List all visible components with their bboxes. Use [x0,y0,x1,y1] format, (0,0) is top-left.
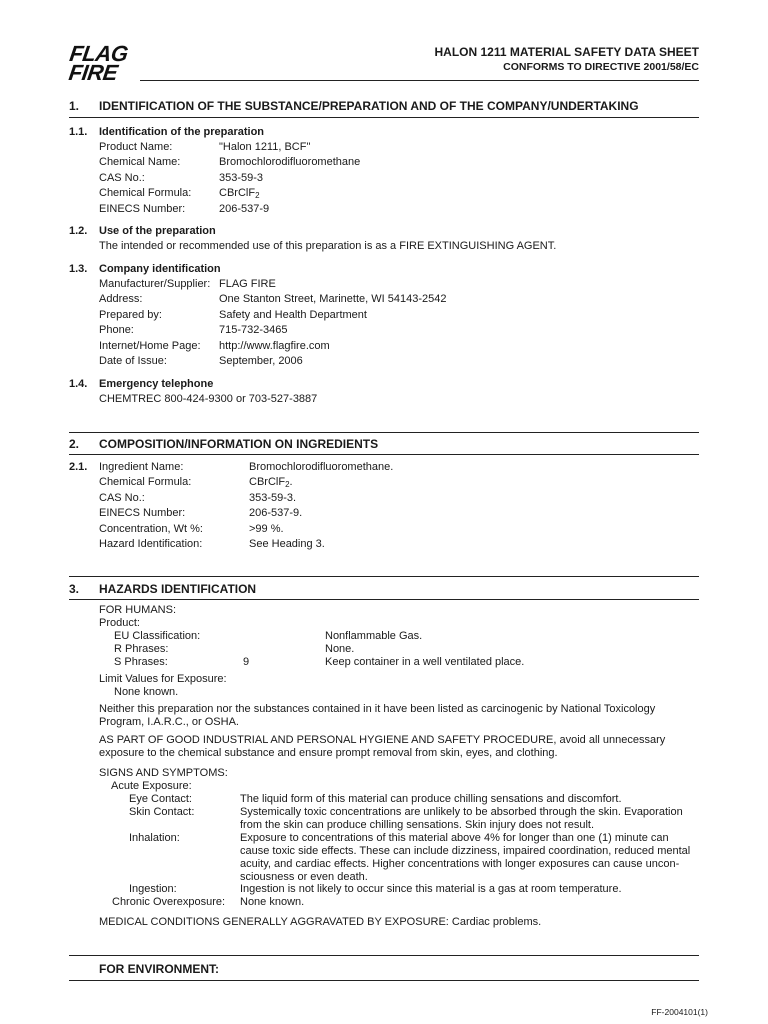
section-2-rule [69,454,699,455]
hazard-id-value: See Heading 3. [249,538,325,550]
eu-classification-value: Nonflammable Gas. [325,630,423,642]
ingredient-formula-text: CBrClF [249,476,286,488]
environment-top-rule [69,955,699,956]
ingredient-cas-value: 353-59-3. [249,492,297,504]
document-subtitle: CONFORMS TO DIRECTIVE 2001/58/EC [503,61,699,73]
issue-date-label: Date of Issue: [99,355,167,367]
formula-subscript: 2 [255,191,260,200]
einecs-label: EINECS Number: [99,203,186,215]
prepared-value: Safety and Health Department [219,309,367,321]
limit-values-value: None known. [114,686,179,698]
environment-rule [69,980,699,981]
ingredient-einecs-value: 206-537-9. [249,507,303,519]
concentration-value: >99 %. [249,523,284,535]
document-title: HALON 1211 MATERIAL SAFETY DATA SHEET [434,45,699,59]
subsection-1-4-number: 1.4. [69,378,88,390]
section-2-number: 2. [69,437,80,451]
manufacturer-label: Manufacturer/Supplier: [99,278,211,290]
subsection-1-3-number: 1.3. [69,263,88,275]
section-1-number: 1. [69,99,80,113]
limit-values-label: Limit Values for Exposure: [99,673,227,685]
section-2-top-rule [69,432,699,433]
product-name-label: Product Name: [99,141,173,153]
address-label: Address: [99,293,143,305]
formula-text: CBrClF [219,187,256,199]
hygiene-paragraph: AS PART OF GOOD INDUSTRIAL AND PERSONAL HYGIENE AND SAFETY PROCEDURE, avoid all unnecessary exposure to the chemical substance and ensure prompt removal from skin, eyes, and clothing. [99,734,666,759]
r-phrases-value: None. [325,643,355,655]
skin-contact-label: Skin Contact: [129,806,195,818]
acute-exposure-heading: Acute Exposure: [111,780,192,792]
cas-label: CAS No.: [99,172,145,184]
r-phrases-label: R Phrases: [114,643,169,655]
subsection-1-2-number: 1.2. [69,225,88,237]
address-value: One Stanton Street, Marinette, WI 54143-2542 [219,293,447,305]
s-phrases-number: 9 [243,656,250,668]
section-1-title: IDENTIFICATION OF THE SUBSTANCE/PREPARATION AND OF THE COMPANY/UNDERTAKING [99,99,639,113]
section-2-title: COMPOSITION/INFORMATION ON INGREDIENTS [99,437,379,451]
chronic-value: None known. [240,896,305,908]
formula-value [219,186,260,201]
section-3-rule [69,599,699,600]
section-1-rule [69,117,699,118]
skin-contact-value: Systemically toxic concentrations are unlikely to be absorbed through the skin. Evaporation from the skin can produce chilling sensations. Skin injury does not result. [240,806,683,831]
ingredient-name-label: Ingredient Name: [99,461,184,473]
product-heading: Product: [99,617,140,629]
logo-line-1: FLAG [68,41,130,66]
signs-symptoms-heading: SIGNS AND SYMPTOMS: [99,767,228,779]
eye-contact-value: The liquid form of this material can produce chilling sensations and discomfort. [240,793,622,805]
subsection-2-1-number: 2.1. [69,461,88,473]
carcinogen-paragraph: Neither this preparation nor the substances contained in it have been listed as carcinogenic by National Toxicology Program, I.A.R.C., or OSHA. [99,703,656,728]
subsection-1-2-title: Use of the preparation [99,225,216,237]
eye-contact-label: Eye Contact: [129,793,192,805]
eu-classification-label: EU Classification: [114,630,201,642]
cas-value: 353-59-3 [219,172,264,184]
subsection-1-4-title: Emergency telephone [99,378,214,390]
ingredient-name-value: Bromochlorodifluoromethane. [249,461,394,473]
issue-date-value: September, 2006 [219,355,303,367]
s-phrases-value: Keep container in a well ventilated place. [325,656,525,668]
ingredient-formula-subscript: 2 [285,480,290,489]
prepared-label: Prepared by: [99,309,162,321]
section-3-number: 3. [69,582,80,596]
chemical-name-label: Chemical Name: [99,156,181,168]
chemical-name-value: Bromochlorodifluoromethane [219,156,361,168]
for-environment-heading: FOR ENVIRONMENT: [99,962,219,976]
subsection-1-1-title: Identification of the preparation [99,126,265,138]
chronic-label: Chronic Overexposure: [112,896,226,908]
hazard-id-label: Hazard Identification: [99,538,203,550]
homepage-label: Internet/Home Page: [99,340,201,352]
phone-label: Phone: [99,324,134,336]
document-code: FF-2004101(1) [651,1007,708,1017]
product-name-value: "Halon 1211, BCF" [219,141,311,153]
header-rule [140,80,699,81]
inhalation-value: Exposure to concentrations of this material above 4% for longer than one (1) minute can cause toxic side effects. These can include dizziness, impaired coordination, reduced mental acuity, and cardiac effects. Higher concentrations with longer exposures can cause uncon-sciousness or even death. [240,832,691,883]
subsection-1-3-title: Company identification [99,263,221,275]
formula-label: Chemical Formula: [99,187,192,199]
emergency-phone-text: CHEMTREC 800-424-9300 or 703-527-3887 [99,393,318,405]
ingredient-cas-label: CAS No.: [99,492,145,504]
medical-conditions-text: MEDICAL CONDITIONS GENERALLY AGGRAVATED BY EXPOSURE: Cardiac problems. [99,916,542,928]
use-text: The intended or recommended use of this preparation is as a FIRE EXTINGUISHING AGENT. [99,240,557,252]
section-3-title: HAZARDS IDENTIFICATION [99,582,257,596]
ingredient-formula-label: Chemical Formula: [99,476,192,488]
s-phrases-label: S Phrases: [114,656,168,668]
ingestion-value: Ingestion is not likely to occur since this material is a gas at room temperature. [240,883,622,895]
phone-value: 715-732-3465 [219,324,288,336]
ingredient-einecs-label: EINECS Number: [99,507,186,519]
ingredient-formula-value [249,475,293,490]
for-humans-heading: FOR HUMANS: [99,604,176,616]
flag-fire-logo [65,41,143,88]
subsection-1-1-number: 1.1. [69,126,88,138]
einecs-value: 206-537-9 [219,203,270,215]
inhalation-label: Inhalation: [129,832,180,844]
logo-line-2: FIRE [67,60,119,85]
manufacturer-value: FLAG FIRE [219,278,276,290]
concentration-label: Concentration, Wt %: [99,523,203,535]
section-3-top-rule [69,576,699,577]
homepage-value: http://www.flagfire.com [219,340,330,352]
ingredient-formula-suffix: . [289,476,293,488]
ingestion-label: Ingestion: [129,883,177,895]
